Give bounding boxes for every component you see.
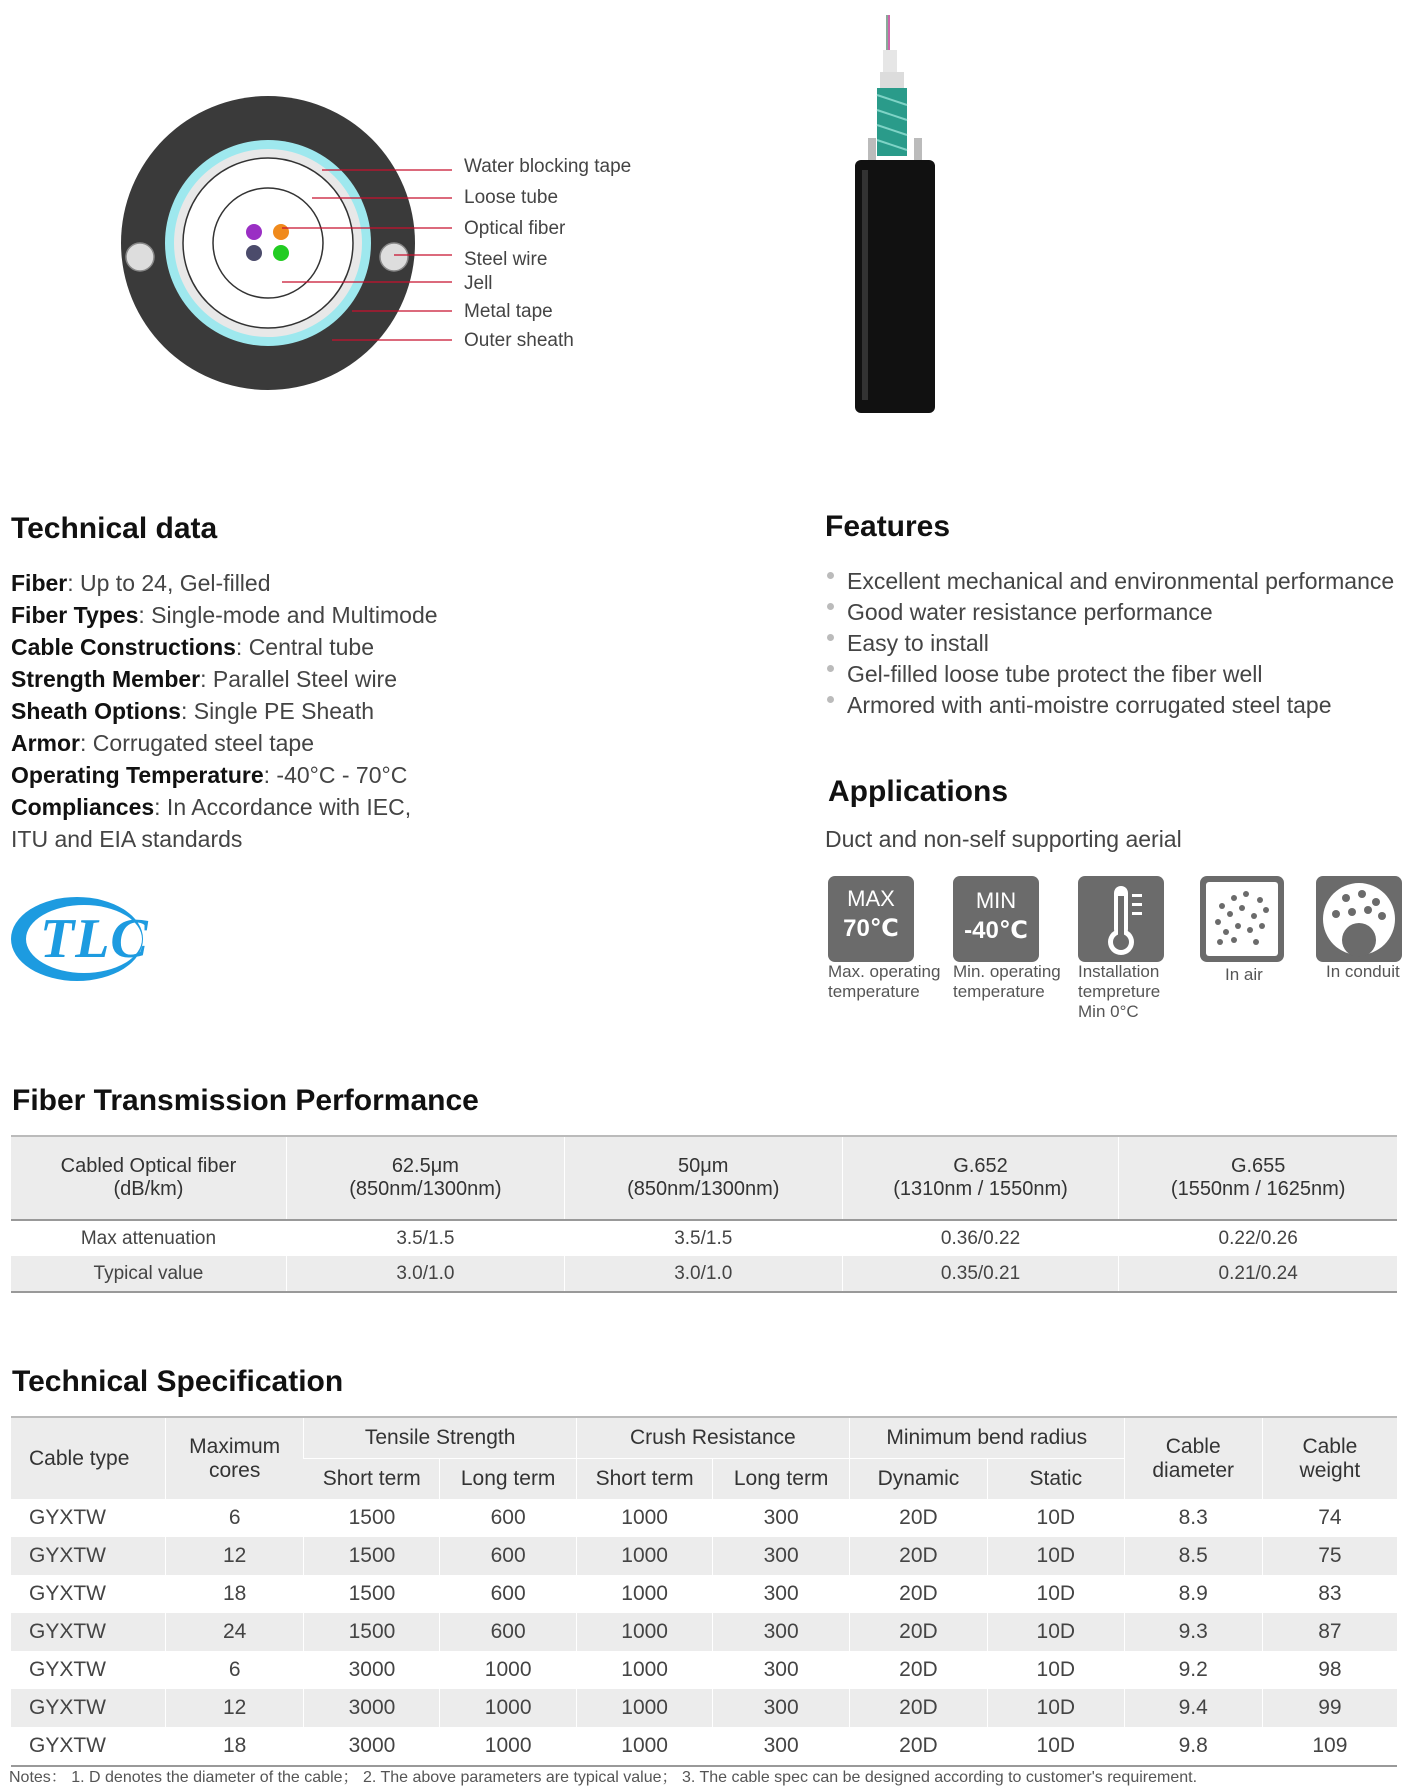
table-cell: 300 xyxy=(713,1613,849,1651)
callout-jell: Jell xyxy=(464,273,493,294)
spec-header-static: Static xyxy=(988,1459,1125,1500)
table-cell: 300 xyxy=(713,1651,849,1689)
feature-item: Good water resistance performance xyxy=(825,597,1405,628)
feature-item: Armored with anti-moistre corrugated steel tape xyxy=(825,690,1405,721)
table-cell: 1000 xyxy=(440,1651,576,1689)
spec-header-long-term: Long term xyxy=(440,1459,576,1500)
table-cell: 0.21/0.24 xyxy=(1119,1256,1397,1292)
table-cell: 12 xyxy=(165,1537,304,1575)
table-cell: 0.22/0.26 xyxy=(1119,1220,1397,1256)
feature-item: Excellent mechanical and environmental performance xyxy=(825,566,1405,597)
table-cell: 10D xyxy=(988,1689,1125,1727)
table-cell: 98 xyxy=(1262,1651,1397,1689)
table-cell: 75 xyxy=(1262,1537,1397,1575)
table-cell: 3000 xyxy=(304,1651,440,1689)
technical-data-title: Technical data xyxy=(11,512,218,545)
table-cell: 1000 xyxy=(576,1613,713,1651)
table-cell: 0.35/0.21 xyxy=(842,1256,1119,1292)
perf-header-cell: 62.5μm (850nm/1300nm) xyxy=(286,1136,564,1220)
tech-sheath-options: Sheath Options: Single PE Sheath xyxy=(11,698,375,724)
table-cell: 1500 xyxy=(304,1499,440,1537)
table-cell: 1000 xyxy=(576,1689,713,1727)
table-cell: 10D xyxy=(988,1651,1125,1689)
table-cell: 600 xyxy=(440,1613,576,1651)
table-cell: 10D xyxy=(988,1499,1125,1537)
callout-outer-sheath: Outer sheath xyxy=(464,330,574,351)
feature-item: Easy to install xyxy=(825,628,1405,659)
table-cell: 9.4 xyxy=(1124,1689,1262,1727)
table-cell: 1000 xyxy=(440,1727,576,1766)
cable-side-view-image xyxy=(840,10,950,415)
table-cell: 6 xyxy=(165,1651,304,1689)
tech-fiber: Fiber: Up to 24, Gel-filled xyxy=(11,570,271,596)
table-cell: 1000 xyxy=(576,1499,713,1537)
table-cell: 20D xyxy=(849,1537,987,1575)
tech-operating-temperature: Operating Temperature: -40°C - 70°C xyxy=(11,762,408,788)
table-cell: 74 xyxy=(1262,1499,1397,1537)
table-row xyxy=(11,1689,1397,1727)
perf-header-cell: G.652 (1310nm / 1550nm) xyxy=(842,1136,1119,1220)
table-cell: 600 xyxy=(440,1537,576,1575)
table-cell: GYXTW xyxy=(11,1537,165,1575)
table-cell: 10D xyxy=(988,1537,1125,1575)
tech-compliances-cont: ITU and EIA standards xyxy=(11,826,243,852)
performance-title: Fiber Transmission Performance xyxy=(12,1084,479,1117)
tech-strength-member: Strength Member: Parallel Steel wire xyxy=(11,666,397,692)
thermometer-icon xyxy=(1078,876,1164,962)
spec-header-long-term-2: Long term xyxy=(713,1459,849,1500)
table-cell: 0.36/0.22 xyxy=(842,1220,1119,1256)
table-cell: GYXTW xyxy=(29,1734,106,1757)
table-cell: 12 xyxy=(165,1689,304,1727)
tech-armor: Armor: Corrugated steel tape xyxy=(11,730,314,756)
table-cell: 1500 xyxy=(304,1575,440,1613)
table-row xyxy=(11,1575,1397,1613)
table-cell: 6 xyxy=(165,1499,304,1537)
max-temp-caption: Max. operating temperature xyxy=(828,962,941,1001)
performance-header-row xyxy=(11,1136,1397,1220)
table-cell: 18 xyxy=(165,1575,304,1613)
table-cell: 1000 xyxy=(440,1689,576,1727)
spec-header-tensile: Tensile Strength xyxy=(304,1417,576,1459)
table-cell: 8.5 xyxy=(1124,1537,1262,1575)
technical-data-list xyxy=(11,567,611,855)
spec-header-row-1 xyxy=(11,1417,1397,1459)
perf-header-cell: G.655 (1550nm / 1625nm) xyxy=(1119,1136,1397,1220)
notes: Notes： 1. D denotes the diameter of the cable； 2. The above parameters are typical value； 3. The cable spec can be designed according to customer's requirement. xyxy=(9,1769,1198,1786)
installation-temp-caption: Installation tempreture Min 0°C xyxy=(1078,962,1161,1021)
table-cell: 9.8 xyxy=(1124,1727,1262,1766)
spec-header-max-cores: Maximum cores xyxy=(165,1417,304,1499)
table-row xyxy=(11,1256,1397,1292)
table-cell: 8.9 xyxy=(1124,1575,1262,1613)
table-cell: 99 xyxy=(1262,1689,1397,1727)
table-cell: 3.5/1.5 xyxy=(564,1220,842,1256)
table-cell: 300 xyxy=(713,1499,849,1537)
table-cell: 1000 xyxy=(576,1537,713,1575)
spec-header-dynamic: Dynamic xyxy=(849,1459,987,1500)
cable-cross-section-diagram xyxy=(0,0,720,420)
callout-loose-tube: Loose tube xyxy=(464,187,559,208)
table-cell: 1500 xyxy=(304,1537,440,1575)
spec-header-diameter: Cable diameter xyxy=(1124,1417,1262,1499)
table-cell: 10D xyxy=(988,1613,1125,1651)
table-cell: 300 xyxy=(713,1689,849,1727)
table-cell: 24 xyxy=(165,1613,304,1651)
features-title: Features xyxy=(825,510,951,543)
feature-item: Gel-filled loose tube protect the fiber well xyxy=(825,659,1405,690)
performance-table xyxy=(11,1135,1397,1293)
table-cell: GYXTW xyxy=(29,1658,106,1681)
features-list xyxy=(825,566,1405,721)
table-cell: 3000 xyxy=(304,1689,440,1727)
table-cell: 20D xyxy=(849,1575,987,1613)
table-cell: Max attenuation xyxy=(80,1227,217,1249)
spec-header-weight: Cable weight xyxy=(1262,1417,1397,1499)
table-row xyxy=(11,1537,1397,1575)
tech-cable-constructions: Cable Constructions: Central tube xyxy=(11,634,375,660)
callout-water-blocking-tape: Water blocking tape xyxy=(464,156,632,177)
table-cell: 109 xyxy=(1262,1727,1397,1766)
table-cell: 3.0/1.0 xyxy=(564,1256,842,1292)
in-air-caption: In air xyxy=(1225,965,1263,984)
table-cell: GYXTW xyxy=(11,1689,165,1727)
table-cell: 9.3 xyxy=(1124,1613,1262,1651)
table-cell: 20D xyxy=(849,1651,987,1689)
table-cell: 87 xyxy=(1262,1613,1397,1651)
callout-optical-fiber: Optical fiber xyxy=(464,218,566,239)
callout-metal-tape: Metal tape xyxy=(464,301,553,322)
in-conduit-icon xyxy=(1316,876,1402,962)
table-cell: 18 xyxy=(165,1727,304,1766)
table-row xyxy=(11,1613,1397,1651)
table-cell: 83 xyxy=(1262,1575,1397,1613)
table-row xyxy=(11,1220,1397,1256)
table-cell: 9.2 xyxy=(1124,1651,1262,1689)
table-cell: 1000 xyxy=(576,1575,713,1613)
table-cell: 20D xyxy=(849,1689,987,1727)
table-cell: 600 xyxy=(440,1575,576,1613)
tlc-logo xyxy=(10,895,149,985)
table-cell: GYXTW xyxy=(29,1506,106,1529)
table-cell: 20D xyxy=(849,1727,987,1766)
table-cell: 600 xyxy=(440,1499,576,1537)
table-cell: 20D xyxy=(849,1499,987,1537)
in-air-icon xyxy=(1200,876,1284,962)
table-cell: 10D xyxy=(988,1575,1125,1613)
table-cell: GYXTW xyxy=(11,1613,165,1651)
min-temp-caption: Min. operating temperature xyxy=(953,962,1061,1001)
table-cell: 300 xyxy=(713,1537,849,1575)
table-cell: 300 xyxy=(713,1575,849,1613)
spec-header-crush: Crush Resistance xyxy=(576,1417,849,1459)
spec-table xyxy=(11,1416,1397,1767)
applications-text: Duct and non-self supporting aerial xyxy=(825,826,1182,852)
in-conduit-caption: In conduit xyxy=(1326,962,1400,981)
applications-title: Applications xyxy=(828,775,1009,808)
spec-title: Technical Specification xyxy=(12,1365,344,1398)
table-cell: 1000 xyxy=(576,1651,713,1689)
table-row xyxy=(11,1651,1397,1689)
table-cell: 300 xyxy=(713,1727,849,1766)
table-cell: 20D xyxy=(849,1613,987,1651)
table-cell: GYXTW xyxy=(29,1582,106,1605)
spec-header-bend: Minimum bend radius xyxy=(849,1417,1124,1459)
callout-steel-wire: Steel wire xyxy=(464,249,548,270)
table-cell: 1000 xyxy=(576,1727,713,1766)
table-cell: 3.5/1.5 xyxy=(286,1220,564,1256)
table-cell: Typical value xyxy=(93,1262,204,1284)
table-row xyxy=(11,1727,1397,1766)
perf-header-cell: Cabled Optical fiber (dB/km) xyxy=(11,1136,286,1220)
max-temperature-icon: MAX 70℃ xyxy=(828,876,914,962)
table-cell: 3.0/1.0 xyxy=(286,1256,564,1292)
table-cell: 3000 xyxy=(304,1727,440,1766)
table-row xyxy=(11,1499,1397,1537)
tech-compliances: Compliances: In Accordance with IEC, xyxy=(11,794,412,820)
table-cell: 1500 xyxy=(304,1613,440,1651)
spec-header-short-term: Short term xyxy=(304,1459,440,1500)
table-cell: 10D xyxy=(988,1727,1125,1766)
perf-header-cell: 50μm (850nm/1300nm) xyxy=(564,1136,842,1220)
spec-header-cable-type: Cable type xyxy=(11,1417,165,1499)
spec-header-short-term-2: Short term xyxy=(576,1459,713,1500)
table-cell: 8.3 xyxy=(1124,1499,1262,1537)
tech-fiber-types: Fiber Types: Single-mode and Multimode xyxy=(11,602,438,628)
min-temperature-icon: MIN -40℃ xyxy=(953,876,1039,962)
tlc-logo-text: TLC xyxy=(40,908,149,970)
